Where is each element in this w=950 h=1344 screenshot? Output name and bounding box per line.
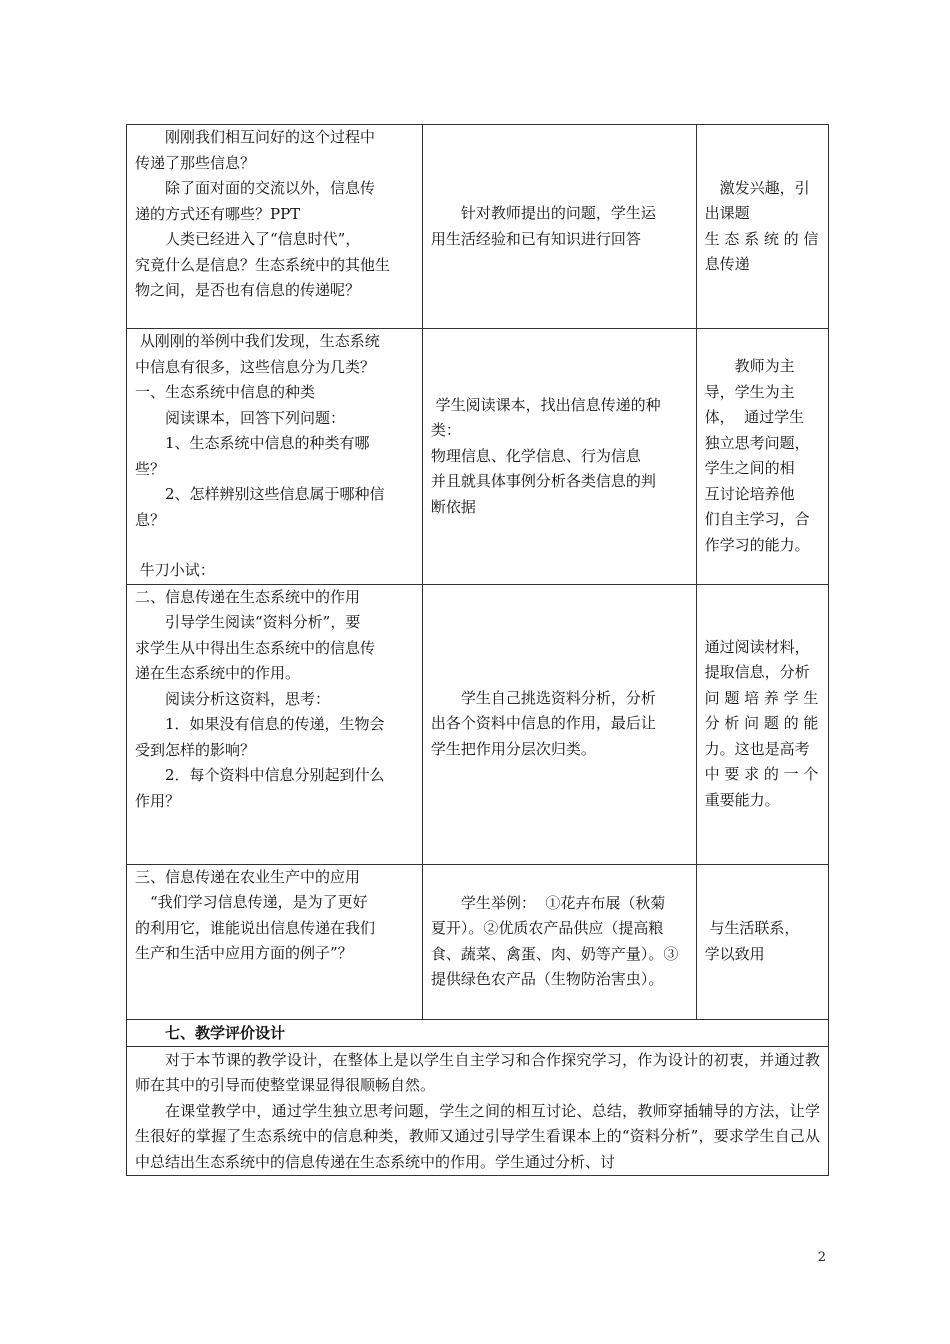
text-line: 与生活联系，: [704, 919, 800, 937]
text-line: 夏开）。②优质农产品供应（提高粮: [430, 919, 664, 937]
text-line: 物之间，是否也有信息的传递呢？: [135, 281, 361, 299]
teacher-activity-cell: [127, 584, 423, 864]
student-activity-cell: [422, 125, 696, 329]
student-activity-cell: [422, 329, 696, 585]
text-line: 导，学生为主: [704, 382, 795, 401]
text-line: 传递了那些信息？: [135, 153, 256, 172]
text-line: 刚刚我们相互问好的这个过程中: [135, 128, 376, 146]
text-line: 问 题 培 养 学 生: [704, 688, 819, 707]
text-line: 阅读分析这资料，思考：: [135, 689, 331, 708]
table-row: [127, 329, 829, 585]
text-line: 递的方式还有哪些？PPT: [135, 204, 301, 223]
text-line: 些？: [135, 459, 166, 478]
design-intent-cell: [696, 329, 828, 585]
text-line: 学生之间的相: [704, 459, 795, 478]
text-line: 2、怎样辨别这些信息属于哪种信: [135, 485, 385, 503]
text-line: 三、信息传递在农业生产中的应用: [135, 867, 361, 886]
text-line: 食、蔬菜、禽蛋、肉、奶等产量）。③: [430, 944, 679, 963]
student-activity-cell: [422, 584, 696, 864]
text-line: 通过阅读材料，: [704, 637, 810, 656]
student-activity-cell: [422, 864, 696, 1019]
text-line: 激发兴趣，引: [704, 178, 810, 197]
text-line: 一、生态系统中信息的种类: [135, 383, 316, 401]
text-line: 分 析 问 题 的 能: [704, 714, 819, 733]
teacher-activity-cell: [127, 329, 423, 585]
text-line: 提取信息，分析: [704, 663, 810, 682]
text-line: 并且就具体事例分析各类信息的判: [430, 472, 656, 490]
design-intent-cell: [696, 864, 828, 1019]
text-line: 1．如果没有信息的传递，生物会: [135, 715, 385, 733]
text-line: 除了面对面的交流以外，信息传: [135, 179, 376, 197]
text-line: 二、信息传递在生态系统中的作用: [135, 587, 361, 606]
text-line: 作用？: [135, 791, 181, 810]
text-line: 息传递: [704, 255, 750, 273]
text-line: 息？: [135, 510, 166, 529]
lesson-plan-table: [126, 124, 829, 1176]
text-line: 人类已经进入了“信息时代”，: [135, 230, 361, 248]
evaluation-paragraph: 在课堂教学中，通过学生独立思考问题，学生之间的相互讨论、总结，教师穿插辅导的方法，让学生很好的掌握了生态系统中的信息种类，教师又通过引导学生看课本上的“资料分析”，要求学生自己从中总结出生态系统中的信息传递在生态系统中的作用。学生通过分析、讨: [135, 1101, 820, 1171]
text-line: “我们学习信息传递，是为了更好: [135, 893, 368, 911]
text-line: 体， 通过学生: [704, 408, 805, 427]
evaluation-text-cell: [127, 1046, 829, 1176]
text-line: 牛刀小试：: [135, 561, 215, 579]
text-line: 独立思考问题，: [704, 433, 810, 452]
teacher-activity-cell: [127, 125, 423, 329]
text-line: 教师为主: [704, 357, 795, 376]
text-line: 生 态 系 统 的 信: [704, 229, 819, 248]
text-line: 断依据: [430, 497, 476, 516]
text-line: 们自主学习，合: [704, 510, 810, 529]
text-line: 的利用它，谁能说出信息传递在我们: [135, 918, 376, 937]
text-line: 从刚刚的举例中我们发现，生态系统: [135, 332, 380, 350]
section-heading: 七、教学评价设计: [127, 1019, 829, 1046]
text-line: 1、生态系统中信息的种类有哪: [135, 434, 370, 452]
page-number: 2: [817, 1250, 826, 1265]
text-line: 2．每个资料中信息分别起到什么: [135, 766, 385, 784]
text-line: 生产和生活中应用方面的例子”？: [135, 944, 353, 962]
evaluation-paragraph: 对于本节课的教学设计，在整体上是以学生自主学习和合作探究学习，作为设计的初衷，并通过教师在其中的引导而使整堂课显得很顺畅自然。: [135, 1050, 820, 1094]
table-row: [127, 864, 829, 1019]
text-line: 作学习的能力。: [704, 535, 810, 554]
text-line: 出课题: [704, 204, 750, 222]
text-line: 学以致用: [704, 944, 765, 963]
text-line: 用生活经验和已有知识进行回答: [430, 229, 641, 248]
text-line: 究竟什么是信息？生态系统中的其他生: [135, 255, 391, 274]
text-line: 受到怎样的影响？: [135, 740, 256, 759]
text-line: 求学生从中得出生态系统中的信息传: [135, 638, 376, 657]
table-row: [127, 1019, 829, 1046]
text-line: 学生自己挑选资料分析，分析: [430, 688, 656, 707]
table-row: [127, 584, 829, 864]
text-line: 类：: [430, 421, 461, 439]
text-line: 重要能力。: [704, 790, 780, 809]
text-line: 递在生态系统中的作用。: [135, 664, 301, 682]
text-line: 出各个资料中信息的作用，最后让: [430, 714, 656, 733]
table-row: [127, 1046, 829, 1176]
text-line: 学生举例： ①花卉布展（秋菊: [430, 893, 666, 912]
teacher-activity-cell: [127, 864, 423, 1019]
text-line: 针对教师提出的问题，学生运: [430, 204, 656, 222]
text-line: 提供绿色农产品（生物防治害虫）。: [430, 970, 664, 988]
text-line: 引导学生阅读“资料分析”，要: [135, 613, 361, 631]
text-line: 力。这也是高考: [704, 739, 810, 758]
text-line: 学生把作用分层次归类。: [430, 739, 596, 758]
text-line: 中 要 求 的 一 个: [704, 765, 819, 784]
text-line: 阅读课本，回答下列问题：: [135, 408, 346, 427]
text-line: 学生阅读课本，找出信息传递的种: [430, 395, 661, 414]
design-intent-cell: [696, 584, 828, 864]
text-line: 互讨论培养他: [704, 484, 795, 503]
text-line: [135, 533, 414, 558]
design-intent-cell: [696, 125, 828, 329]
text-line: 物理信息、化学信息、行为信息: [430, 446, 641, 465]
text-line: 中信息有很多，这些信息分为几类？: [135, 357, 376, 376]
table-row: [127, 125, 829, 329]
